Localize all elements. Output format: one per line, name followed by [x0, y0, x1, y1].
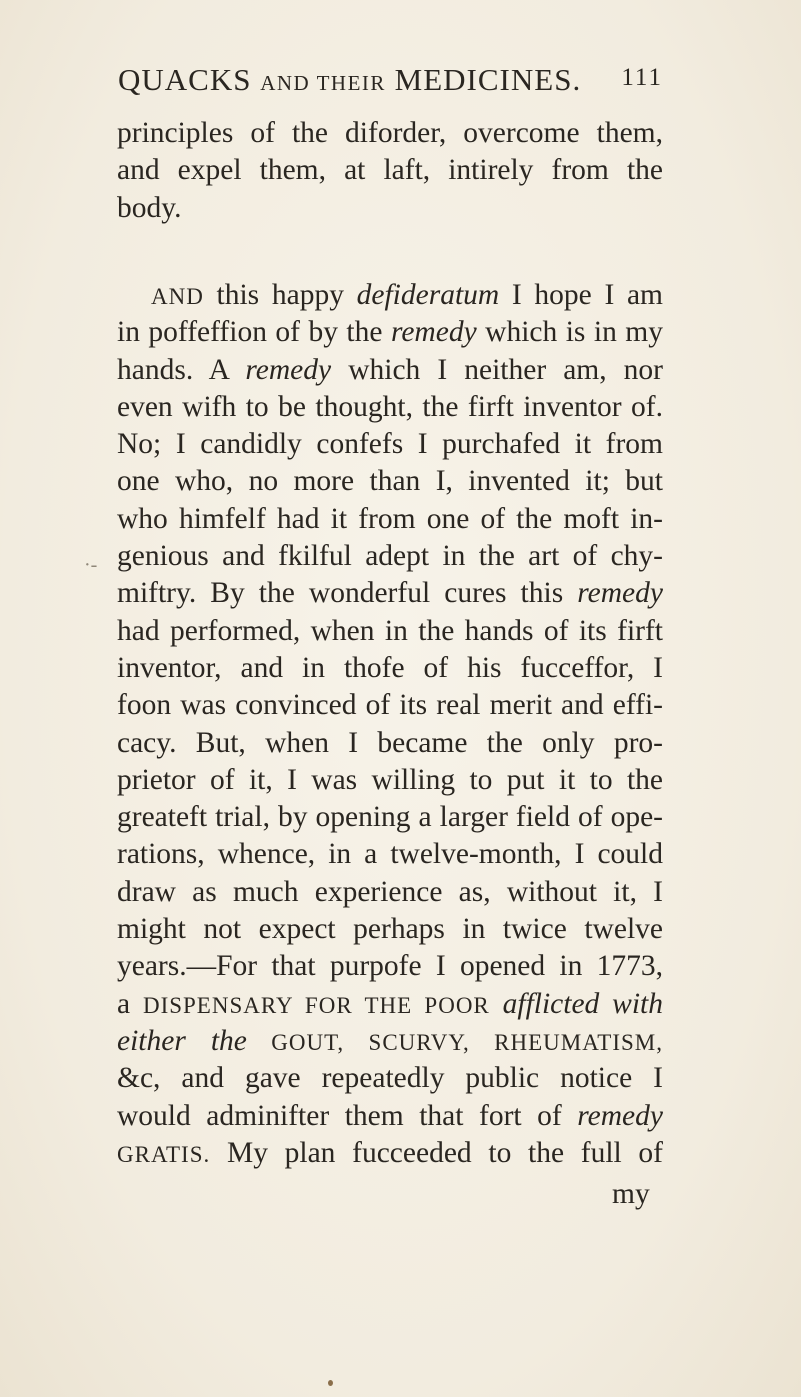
- small-caps-phrase: DISPENSARY FOR THE POOR: [142, 992, 490, 1018]
- page-number: 111: [621, 64, 663, 91]
- running-title-and-their: AND THEIR: [260, 71, 386, 95]
- margin-mark: ·-: [84, 554, 98, 576]
- text-line: had performed, when in the hands of its firft: [117, 614, 663, 647]
- text-line: might not expect perhaps in twice twelve: [117, 913, 663, 946]
- text-line: body.: [117, 191, 182, 224]
- running-title-quacks: QUACKS: [118, 62, 252, 97]
- text-line: [117, 1098, 663, 1135]
- text-line: and expel them, at laft, intirely from the: [117, 154, 663, 187]
- text-span: a: [117, 987, 143, 1020]
- small-caps-word: AND: [151, 284, 204, 309]
- text-line: [117, 575, 663, 612]
- text-line: rations, whence, in a twelve-month, I could: [117, 838, 663, 871]
- italic-word: remedy: [390, 316, 477, 349]
- text-line: even wifh to be thought, the firft inventor of.: [117, 390, 663, 423]
- small-caps-word: GRATIS.: [117, 1141, 211, 1167]
- text-line: years.—For that purpofe I opened in 1773,: [117, 950, 663, 983]
- small-caps-phrase: GOUT, SCURVY, RHEUMATISM,: [246, 1029, 663, 1055]
- text-span: miftry. By the wonderful cures this: [117, 577, 578, 610]
- text-line: [117, 277, 663, 314]
- text-line: inventor, and in thofe of his fucceffor, I: [117, 651, 663, 684]
- text-line: prietor of it, I was willing to put it to the: [117, 763, 663, 796]
- text-line: [117, 986, 663, 1023]
- text-line: greateft trial, by opening a larger field of ope-: [117, 801, 663, 834]
- italic-word: remedy: [245, 353, 332, 386]
- italic-phrase: afflicted with: [489, 987, 663, 1020]
- text-span: I hope I am: [499, 279, 664, 311]
- paragraph-2: [117, 277, 663, 1172]
- paragraph-1: [117, 115, 663, 227]
- text-line: &c, and gave repeatedly public notice I: [117, 1062, 663, 1095]
- text-line: one who, no more than I, invented it; but: [117, 465, 663, 498]
- catchword: my: [612, 1178, 650, 1210]
- text-line: [117, 352, 663, 389]
- text-line: principles of the diforder, overcome them,: [117, 117, 663, 149]
- ink-spot: [328, 1380, 333, 1386]
- italic-word: remedy: [577, 1099, 663, 1132]
- text-span: My plan fucceeded to the full of: [210, 1136, 663, 1169]
- text-line: genious and fkilful adept in the art of chy-: [117, 540, 663, 573]
- text-span: would adminifter them that fort of: [117, 1099, 578, 1132]
- text-line: No; I candidly confefs I purchafed it from: [117, 428, 663, 461]
- text-line: draw as much experience as, without it, I: [117, 875, 663, 908]
- text-line: who himfelf had it from one of the moft in-: [117, 502, 663, 535]
- text-span: which I neither am, nor: [331, 353, 664, 386]
- text-line: foon was convinced of its real merit and effi-: [117, 689, 663, 722]
- italic-word: remedy: [577, 577, 663, 610]
- text-line: [117, 1023, 663, 1060]
- text-span: hands. A: [117, 353, 246, 386]
- text-span: which is in my: [476, 316, 663, 349]
- italic-word: defideratum: [356, 279, 500, 311]
- running-header: [118, 62, 663, 102]
- text-line: [117, 1135, 663, 1172]
- italic-phrase: either the: [117, 1024, 247, 1057]
- text-line: [117, 314, 663, 351]
- text-span: in poffeffion of by the: [117, 316, 391, 349]
- text-span: this happy: [203, 279, 357, 311]
- running-title-medicines: MEDICINES.: [394, 62, 582, 97]
- text-line: cacy. But, when I became the only pro-: [117, 726, 663, 759]
